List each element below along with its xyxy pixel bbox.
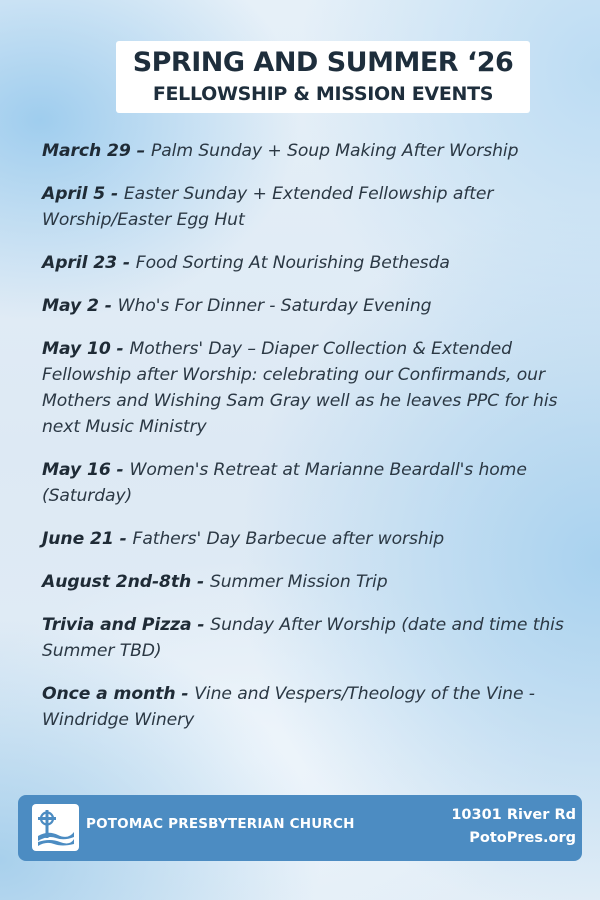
event-description: Women's Retreat at Marianne Beardall's home (Saturday) <box>42 460 527 506</box>
event-description: Sunday After Worship (date and time this Summer TBD) <box>42 615 564 661</box>
event-item <box>42 612 578 664</box>
event-date: April 23 - <box>42 253 136 273</box>
event-item <box>42 181 578 233</box>
event-date: March 29 – <box>42 141 151 161</box>
event-date: May 2 - <box>42 296 118 316</box>
event-description: Easter Sunday + Extended Fellowship after Worship/Easter Egg Hut <box>42 184 494 230</box>
event-description: Palm Sunday + Soup Making After Worship <box>150 141 519 161</box>
church-name: POTOMAC PRESBYTERIAN CHURCH <box>86 816 355 832</box>
event-item <box>42 569 578 595</box>
event-item <box>42 457 578 509</box>
page-subtitle: FELLOWSHIP & MISSION EVENTS <box>152 83 494 105</box>
event-item <box>42 293 578 319</box>
celtic-cross-wave-icon <box>32 804 79 851</box>
website-link[interactable]: PotoPres.org <box>469 830 576 846</box>
event-date: Trivia and Pizza - <box>42 615 211 635</box>
title-box <box>116 41 530 113</box>
event-date: May 10 - <box>42 339 130 359</box>
footer-bar <box>18 795 582 861</box>
event-description: Vine and Vespers/Theology of the Vine - Windridge Winery <box>42 684 535 730</box>
event-description: Food Sorting At Nourishing Bethesda <box>135 253 450 273</box>
event-item <box>42 336 578 440</box>
event-item <box>42 681 578 733</box>
event-date: April 5 - <box>42 184 124 204</box>
event-date: Once a month - <box>42 684 195 704</box>
street-address: 10301 River Rd <box>451 807 576 823</box>
page-title: SPRING AND SUMMER ‘26 <box>132 47 514 78</box>
event-date: August 2nd-8th - <box>42 572 210 592</box>
event-item <box>42 526 578 552</box>
event-item <box>42 138 578 164</box>
event-date: June 21 - <box>42 529 133 549</box>
event-description: Summer Mission Trip <box>209 572 388 592</box>
event-date: May 16 - <box>42 460 130 480</box>
contact-block <box>451 804 576 850</box>
event-item <box>42 250 578 276</box>
event-list <box>42 138 578 750</box>
event-description: Fathers' Day Barbecue after worship <box>132 529 445 549</box>
event-description: Mothers' Day – Diaper Collection & Extended Fellowship after Worship: celebrating our Confirmands, our Mothers and Wishing Sam Gray well as he leaves PPC for his next Music Ministry <box>42 339 558 437</box>
event-description: Who's For Dinner - Saturday Evening <box>117 296 432 316</box>
